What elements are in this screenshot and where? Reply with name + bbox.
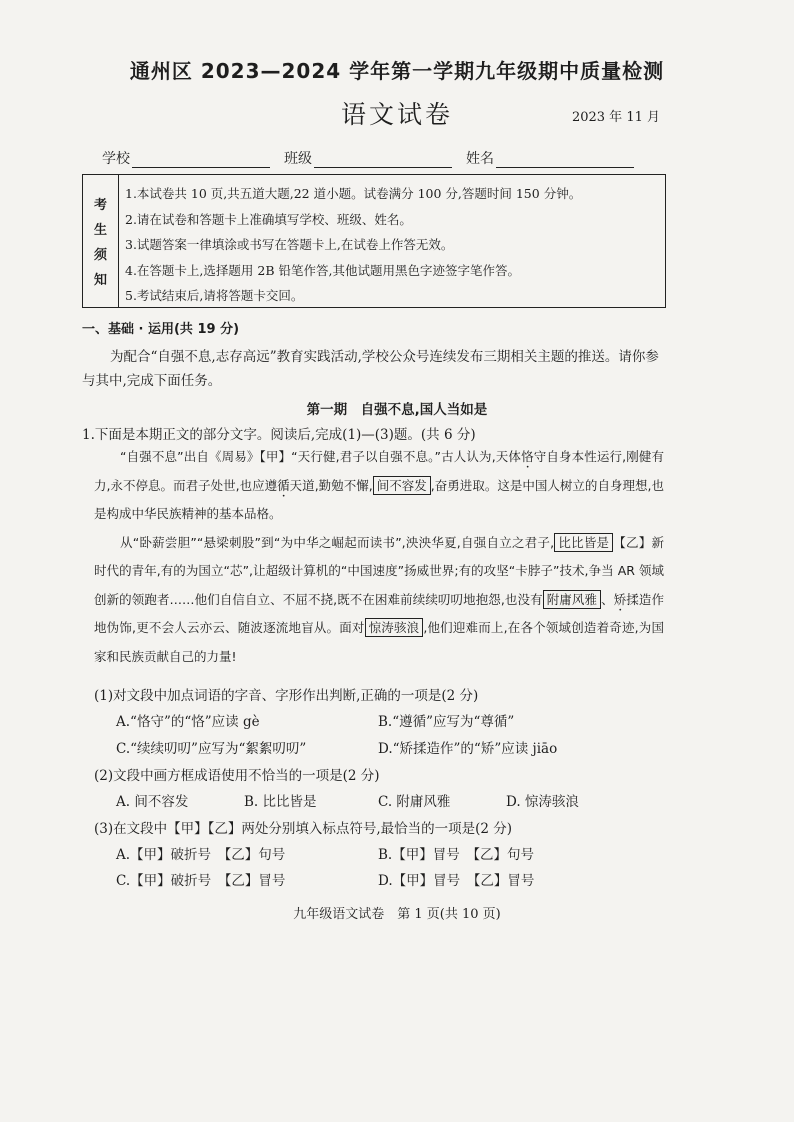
option-c: C. 附庸风雅: [378, 794, 451, 810]
boxed-idiom: 附庸风雅: [543, 590, 601, 609]
issue-title: 第一期 自强不息,国人当如是: [306, 402, 488, 418]
question-1-stem: 1.下面是本期正文的部分文字。阅读后,完成(1)—(3)题。(共 6 分): [82, 427, 476, 443]
option-c: C.【甲】破折号 【乙】冒号: [116, 873, 286, 889]
dotted-char: 循: [277, 477, 290, 493]
student-info-line: [102, 148, 648, 168]
option-d: D.“矫揉造作”的“矫”应读 jiāo: [378, 741, 558, 757]
class-blank[interactable]: [314, 151, 452, 168]
exam-title: 通州区 2023—2024 学年第一学期九年级期中质量检测: [129, 59, 665, 83]
school-blank[interactable]: [132, 151, 270, 168]
option-d: D.【甲】冒号 【乙】冒号: [378, 873, 535, 889]
section-heading: 一、基础 · 运用(共 19 分): [82, 322, 240, 337]
option-b: B.“遵循”应写为“尊循”: [378, 714, 515, 730]
notice-item: 4.在答题卡上,选择题用 2B 铅笔作答,其他试题用黑色字迹签字笔作答。: [125, 262, 520, 278]
notice-item: 1.本试卷共 10 页,共五道大题,22 道小题。试卷满分 100 分,答题时间 150 分钟。: [125, 186, 582, 201]
notice-item: 3.试题答案一律填涂或书写在答题卡上,在试卷上作答无效。: [125, 237, 454, 252]
exam-notice-box: [82, 174, 666, 308]
option-c: C.“续续叨叨”应写为“絮絮叨叨”: [116, 741, 307, 757]
page-footer: 九年级语文试卷 第 1 页(共 10 页): [293, 907, 501, 922]
notice-items: [119, 175, 665, 307]
subquestion-1: (1)对文段中加点词语的字音、字形作出判断,正确的一项是(2 分): [94, 688, 479, 704]
option-d: D. 惊涛骇浪: [506, 794, 579, 810]
option-b: B.【甲】冒号 【乙】句号: [378, 847, 534, 863]
exam-date: 2023 年 11 月: [571, 110, 660, 125]
notice-heading: 考 生 须 知: [83, 175, 119, 307]
name-blank[interactable]: [496, 151, 634, 168]
subquestion-2: (2)文段中画方框成语使用不恰当的一项是(2 分): [94, 768, 380, 784]
school-label: 学校: [102, 151, 130, 167]
passage-paragraph-2: 从“卧薪尝胆”“悬梁刺股”到“为中华之崛起而读书”,泱泱华夏,自强自立之君子, 比比皆是 【乙】新时代的青年,有的为国立“芯”,让超级计算机的“中国速度”扬威世界;有的攻坚“卡脖子”技术,争当 AR 领域创新的领跑者……他们自信自立、不屈不挠,既不在困难前续续叨叨地抱怨,也没有 附庸风雅 、矫揉造作地伪饰,更不会人云亦云、随波逐流地盲从。面对 惊涛骇浪 ,他们迎难而上,在各个领域创造着奇迹,为国家和民族贡献自己的力量!: [94, 534, 664, 664]
class-label: 班级: [284, 151, 312, 167]
subquestion-3: (3)在文段中【甲】【乙】两处分别填入标点符号,最恰当的一项是(2 分): [94, 821, 513, 837]
option-a: A. 间不容发: [116, 794, 189, 810]
section-intro: 为配合“自强不息,志存高远”教育实践活动,学校公众号连续发布三期相关主题的推送。请你参与其中,完成下面任务。: [82, 349, 659, 389]
boxed-idiom: 惊涛骇浪: [365, 618, 424, 637]
exam-subtitle: 语文试卷: [340, 100, 453, 129]
option-a: A.“恪守”的“恪”应读 gè: [116, 714, 260, 730]
boxed-idiom: 比比皆是: [554, 533, 613, 552]
name-label: 姓名: [466, 151, 494, 167]
reading-passage: [94, 443, 664, 671]
option-b: B. 比比皆是: [244, 794, 317, 810]
notice-item: 5.考试结束后,请将答题卡交回。: [125, 288, 304, 303]
notice-item: 2.请在试卷和答题卡上准确填写学校、班级、姓名。: [125, 211, 412, 227]
option-a: A.【甲】破折号 【乙】句号: [116, 847, 286, 863]
dotted-char: 恪: [521, 449, 534, 464]
class-field: [284, 148, 452, 168]
school-field: [102, 148, 270, 168]
dotted-char: 矫: [613, 591, 627, 607]
name-field: [466, 148, 634, 168]
passage-paragraph-1: “自强不息”出自《周易》【甲】“天行健,君子以自强不息。”古人认为,天体恪守自身本性运行,刚健有力,永不停息。而君子处世,也应遵循天道,勤勉不懈, 间不容发 ,奋勇进取。这是中国人树立的自身理想,也是构成中华民族精神的基本品格。: [94, 449, 664, 521]
boxed-idiom: 间不容发: [373, 476, 431, 495]
